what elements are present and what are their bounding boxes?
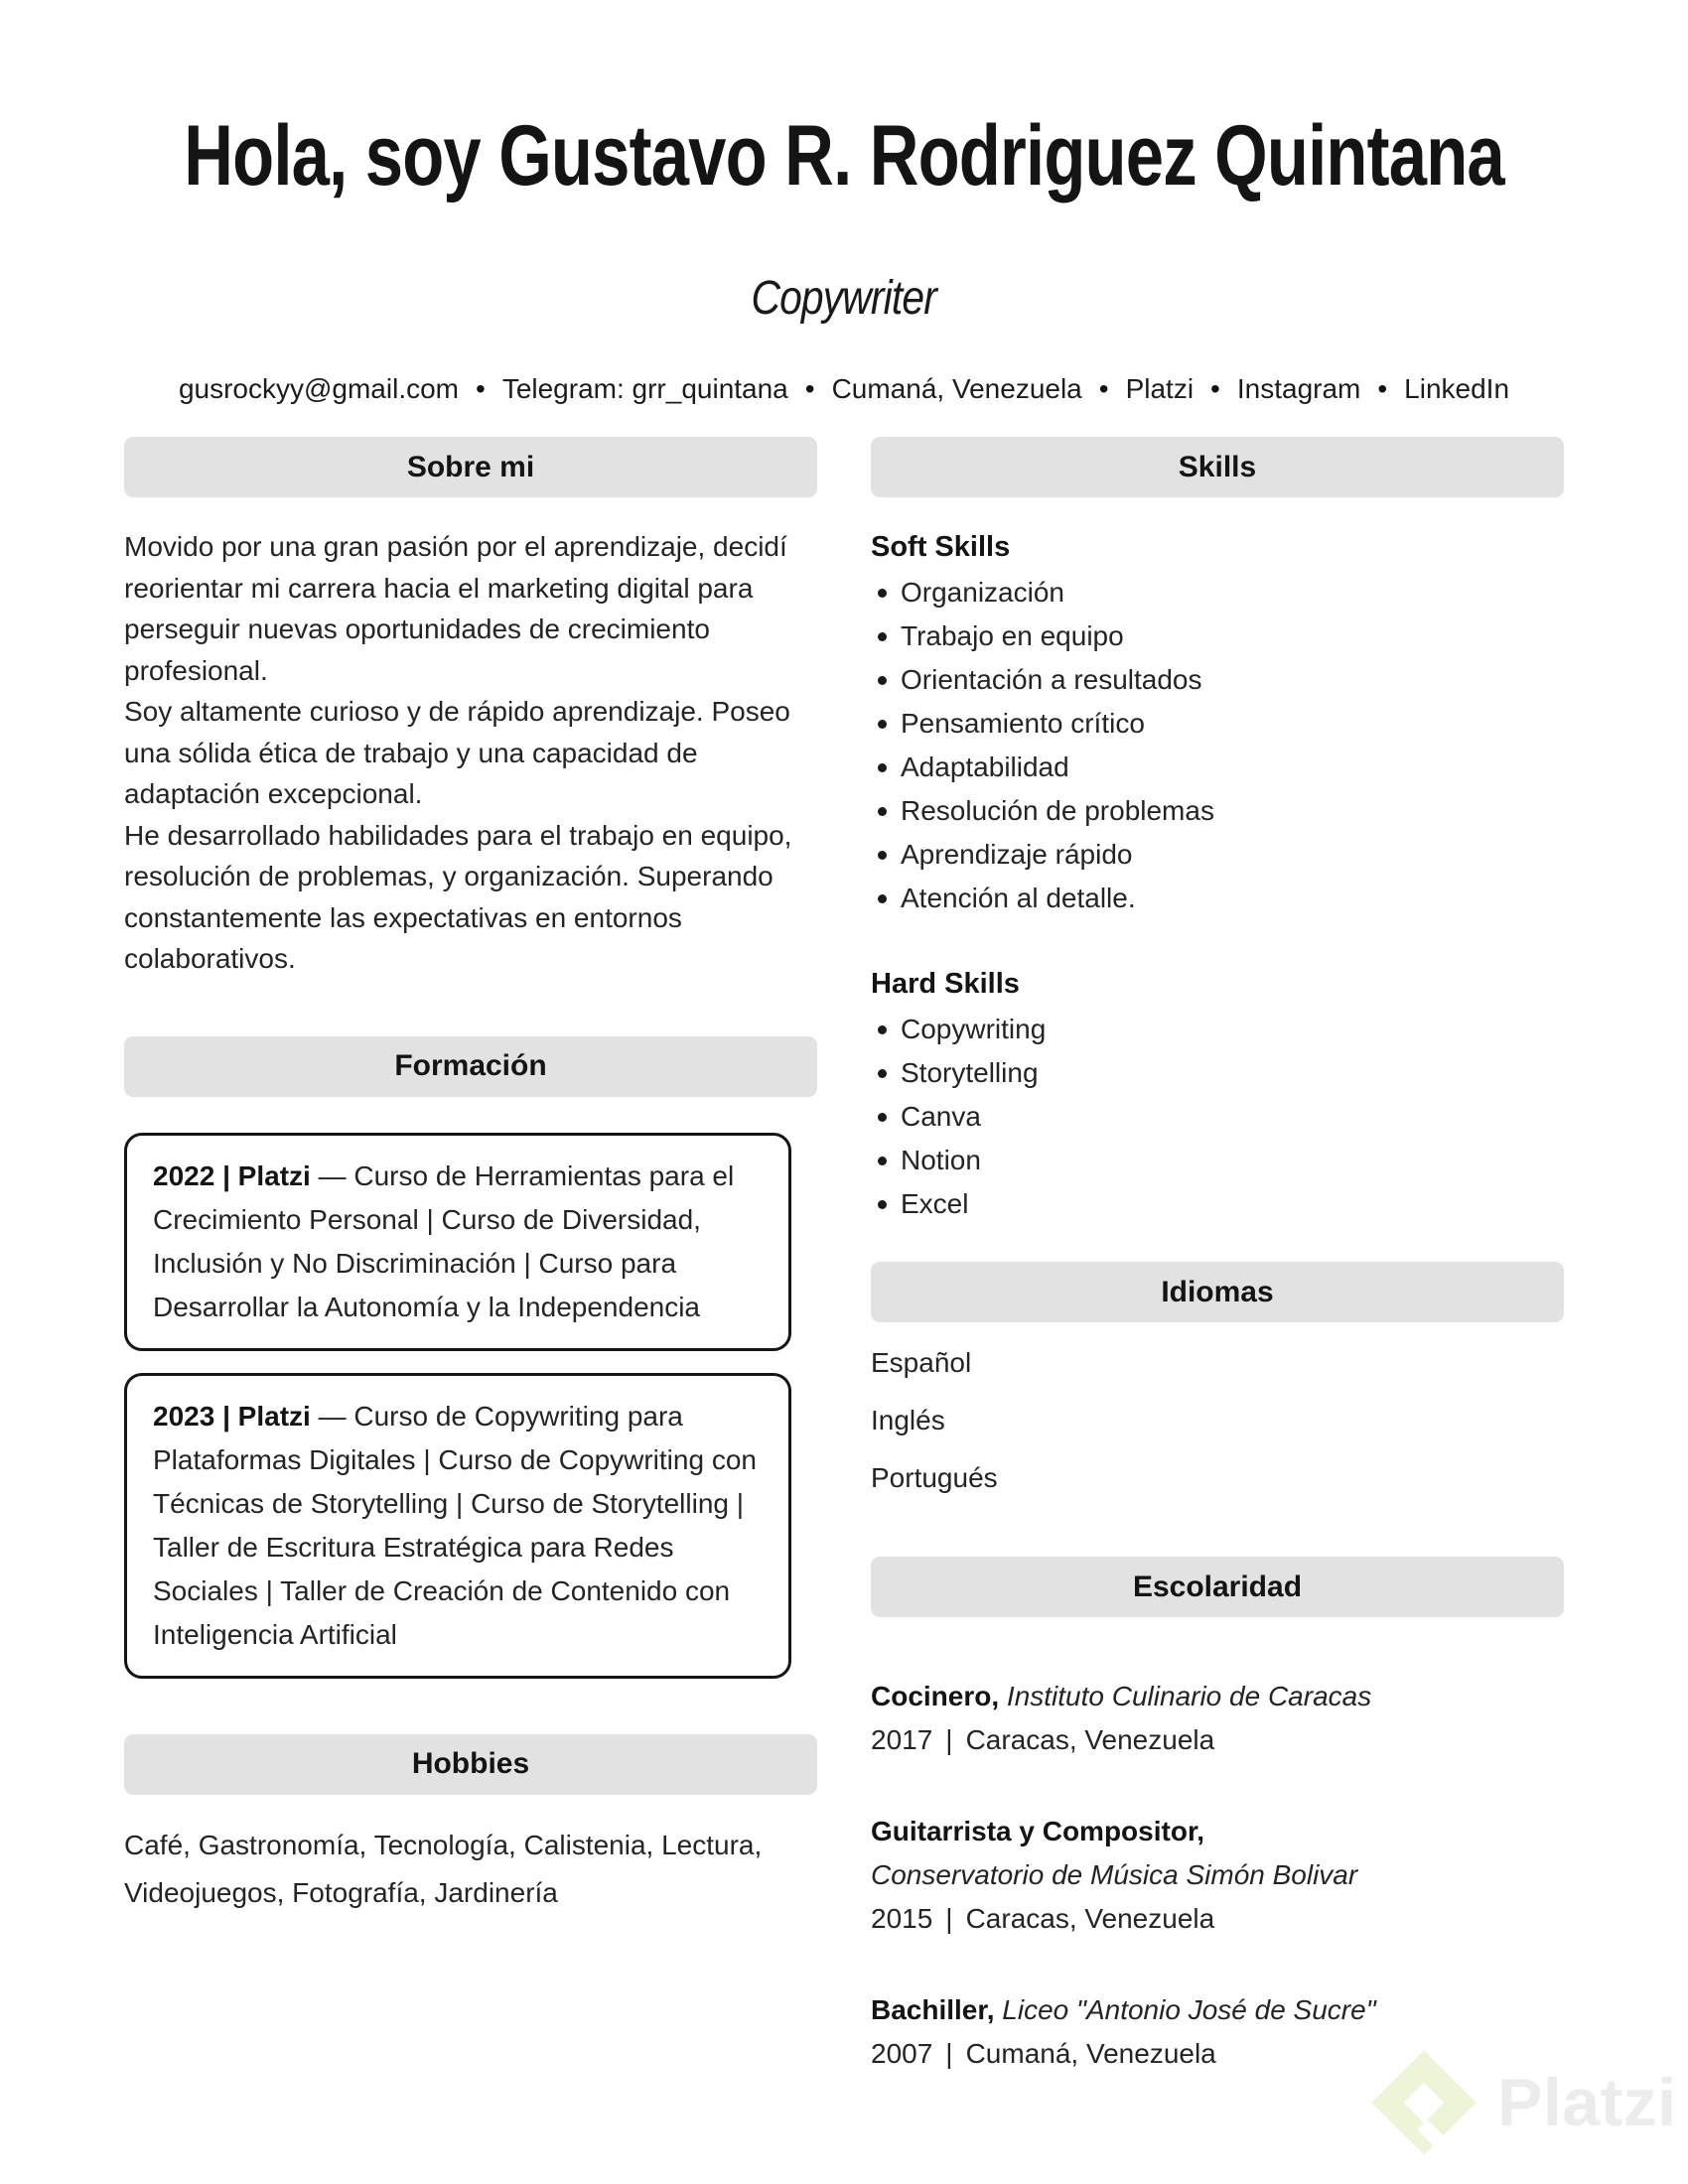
header — [0, 0, 1688, 405]
contact-item[interactable]: gusrockyy@gmail.com — [178, 372, 459, 404]
section-header-formacion — [124, 1036, 817, 1097]
subtitle-row — [0, 272, 1688, 326]
formacion-card — [124, 1373, 791, 1679]
languages-list — [871, 1348, 1564, 1493]
education-title-line — [871, 1810, 1564, 1897]
formacion-dash: — — [310, 1400, 354, 1432]
hard-skill-item: Canva — [871, 1095, 1564, 1139]
page-title: Hola, soy Gustavo R. Rodriguez Quintana — [184, 108, 1504, 204]
formacion-year-school: 2023 | Platzi — [153, 1400, 311, 1432]
section-title-hobbies: Hobbies — [411, 1747, 530, 1780]
formacion-year-school: 2022 | Platzi — [153, 1160, 311, 1191]
education-year: 2017 — [871, 1724, 933, 1755]
hard-skills-list — [871, 1008, 1564, 1226]
education-year: 2015 — [871, 1903, 933, 1934]
platzi-wordmark: Platzi — [1497, 2065, 1677, 2140]
soft-skill-item: Pensamiento crítico — [871, 702, 1564, 746]
education-title-line — [871, 1675, 1564, 1718]
left-column — [124, 437, 817, 1917]
contact-item[interactable]: Cumaná, Venezuela — [831, 372, 1082, 404]
education-school: Instituto Culinario de Caracas — [1006, 1681, 1372, 1711]
education-year-location — [871, 1897, 1564, 1941]
right-column — [871, 437, 1564, 2123]
contact-separator-icon: • — [476, 372, 486, 404]
hard-skills-heading: Hard Skills — [871, 968, 1020, 1000]
education-location: Caracas, Venezuela — [965, 1724, 1215, 1755]
section-title-idiomas: Idiomas — [1161, 1275, 1274, 1308]
education-entry — [871, 1810, 1564, 1941]
hard-skill-item: Notion — [871, 1139, 1564, 1182]
section-title-sobre-mi: Sobre mi — [406, 450, 535, 483]
contact-item[interactable]: Platzi — [1125, 372, 1195, 404]
education-location: Caracas, Venezuela — [965, 1903, 1215, 1934]
hard-skill-item: Storytelling — [871, 1051, 1564, 1095]
education-entry — [871, 1675, 1564, 1762]
pipe-separator: | — [945, 2038, 953, 2069]
education-year-location — [871, 1718, 1564, 1762]
education-degree: Cocinero, — [871, 1681, 1000, 1711]
contact-item[interactable]: Instagram — [1236, 372, 1361, 404]
section-title-skills: Skills — [1178, 450, 1257, 483]
platzi-watermark — [1368, 2047, 1677, 2158]
hard-skill-item: Excel — [871, 1182, 1564, 1226]
soft-skill-item: Organización — [871, 571, 1564, 614]
language-item: Portugués — [871, 1462, 998, 1493]
contact-item[interactable]: Telegram: grr_quintana — [501, 372, 788, 404]
soft-skill-item: Trabajo en equipo — [871, 614, 1564, 658]
section-header-escolaridad — [871, 1557, 1564, 1617]
soft-skill-item: Atención al detalle. — [871, 877, 1564, 920]
about-paragraph: Soy altamente curioso y de rápido aprendizaje. Poseo una sólida ética de trabajo y una capacidad de adaptación excepcional. — [124, 696, 790, 809]
education-school: Conservatorio de Música Simón Bolivar — [871, 1859, 1358, 1890]
contact-separator-icon: • — [804, 372, 815, 404]
contact-separator-icon: • — [1377, 372, 1388, 404]
soft-skill-item: Adaptabilidad — [871, 746, 1564, 789]
formacion-dash: — — [310, 1160, 354, 1191]
education-school: Liceo "Antonio José de Sucre" — [1002, 1994, 1376, 2025]
contact-row — [0, 373, 1688, 405]
section-header-sobre-mi — [124, 437, 817, 497]
about-text — [124, 526, 817, 980]
formacion-courses: Curso de Copywriting para Plataformas Digitales | Curso de Copywriting con Técnicas de Storytelling | Curso de Storytelling | Taller de Escritura Estratégica para Redes Sociales | Taller de Creación de Contenido con Inteligencia Artificial — [153, 1400, 757, 1650]
soft-skill-item: Aprendizaje rápido — [871, 833, 1564, 877]
section-title-escolaridad: Escolaridad — [1132, 1570, 1303, 1603]
education-year: 2007 — [871, 2038, 933, 2069]
soft-skill-item: Resolución de problemas — [871, 789, 1564, 833]
formacion-courses: Curso de Herramientas para el Crecimiento Personal | Curso de Diversidad, Inclusión y No Discriminación | Curso para Desarrollar la Autonomía y la Independencia — [153, 1160, 735, 1322]
language-item: Español — [871, 1347, 972, 1378]
soft-skill-item: Orientación a resultados — [871, 658, 1564, 702]
about-paragraph: He desarrollado habilidades para el trabajo en equipo, resolución de problemas, y organización. Superando constantemente las expectativas en entornos colaborativos. — [124, 819, 792, 974]
section-header-skills — [871, 437, 1564, 497]
section-header-idiomas — [871, 1262, 1564, 1322]
soft-skills-heading: Soft Skills — [871, 531, 1011, 563]
contact-item[interactable]: LinkedIn — [1404, 372, 1510, 404]
pipe-separator: | — [945, 1903, 953, 1934]
hard-skill-item: Copywriting — [871, 1008, 1564, 1051]
pipe-separator: | — [945, 1724, 953, 1755]
section-header-hobbies — [124, 1734, 817, 1795]
subtitle: Copywriter — [751, 271, 937, 325]
platzi-logo-icon — [1368, 2047, 1479, 2158]
hobbies-text: Café, Gastronomía, Tecnología, Calistenia, Lectura, Videojuegos, Fotografía, Jardinería — [124, 1829, 763, 1908]
education-degree: Guitarrista y Compositor, — [871, 1816, 1205, 1846]
soft-skills-list — [871, 571, 1564, 920]
formacion-entries — [124, 1133, 817, 1679]
about-paragraph: Movido por una gran pasión por el aprendizaje, decidí reorientar mi carrera hacia el marketing digital para perseguir nuevas oportunidades de crecimiento profesional. — [124, 531, 787, 686]
language-item: Inglés — [871, 1405, 945, 1435]
formacion-card — [124, 1133, 791, 1351]
education-degree: Bachiller, — [871, 1994, 995, 2025]
education-title-line — [871, 1988, 1564, 2032]
contact-separator-icon: • — [1098, 372, 1109, 404]
contact-separator-icon: • — [1210, 372, 1220, 404]
education-entries — [871, 1675, 1564, 2076]
education-location: Cumaná, Venezuela — [965, 2038, 1216, 2069]
section-title-formacion: Formación — [394, 1049, 547, 1082]
